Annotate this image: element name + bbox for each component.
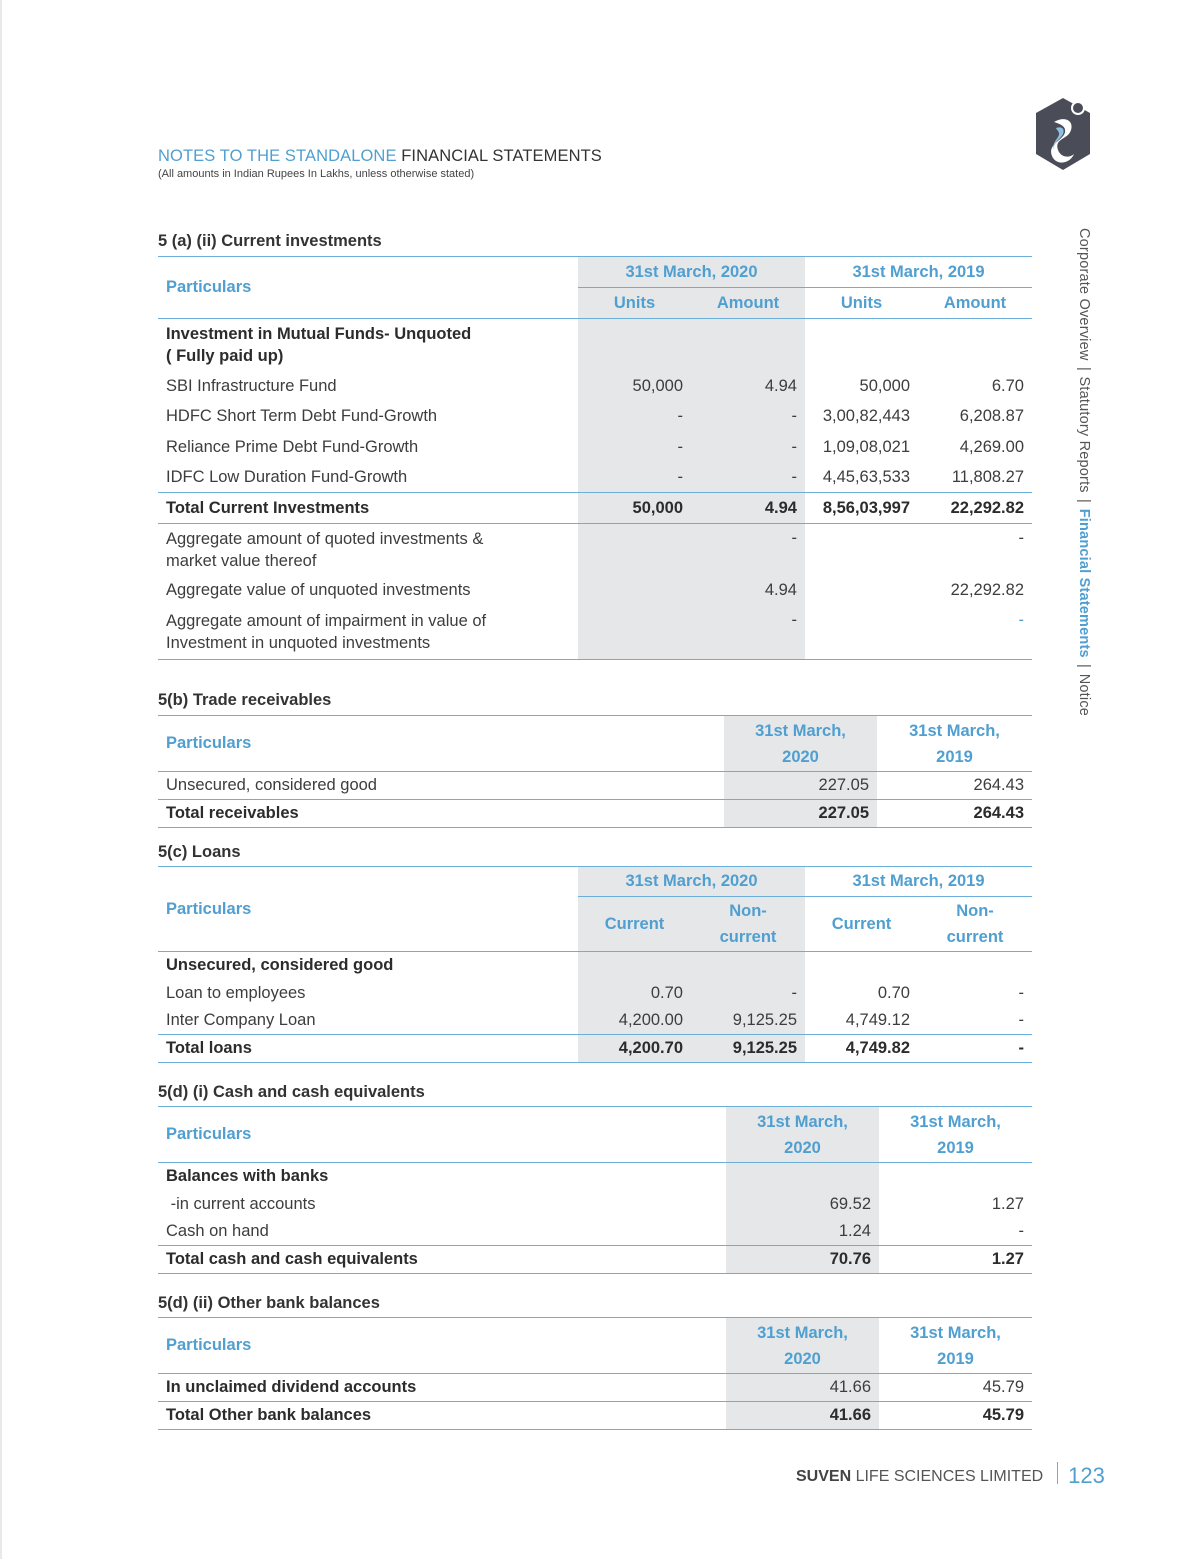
cell-value-2019: 264.43 [973,776,1024,794]
table-row [158,402,1032,432]
col-header-year-2020: 31st March, 2020 [578,867,805,897]
col-header-noncurrent-line2: current [946,928,1004,946]
total-label: Total Current Investments [166,498,370,517]
section-title-cash: 5(d) (i) Cash and cash equivalents [158,1083,425,1101]
cell-amount-2019: - [1018,610,1024,629]
total-value-2019: 264.43 [973,804,1024,822]
col-header-amount: Amount [943,293,1007,312]
table-row [158,1374,1032,1402]
total-value-2019: 45.79 [982,1406,1024,1424]
total-amount-2020: 4.94 [691,493,805,524]
total-value-2020: 70.76 [726,1246,879,1274]
group-label-line2: ( Fully paid up) [166,346,284,365]
col-header-year-2019: 31st March, [910,1323,1001,1342]
cell-amount-2020: - [691,606,805,660]
col-header-year-2020: 31st March, [757,1323,848,1342]
side-navigation [1076,228,1092,716]
cell-noncurrent-2020: - [691,980,805,1008]
cell-amount-2020: 4.94 [691,371,805,402]
row-label: HDFC Short Term Debt Fund-Growth [166,407,438,425]
row-label: Loan to employees [166,984,306,1002]
col-header-year-2020: 31st March, 2020 [578,257,805,288]
cell-value-2019: 45.79 [982,1378,1024,1396]
total-value-2019: 1.27 [991,1250,1024,1268]
trade-receivables-table [158,715,1032,828]
table-row [158,371,1032,402]
group-label: Balances with banks [166,1167,329,1186]
total-row [158,800,1032,828]
page-number: 123 [1068,1463,1105,1488]
cell-amount-2019: 11,808.27 [951,467,1024,486]
col-header-year-2020-line2: 2020 [784,1349,821,1368]
cell-value-2020: 69.52 [726,1191,879,1219]
col-header-year-2019: 31st March, 2019 [805,257,1032,288]
row-label: IDFC Low Duration Fund-Growth [166,467,408,486]
suven-logo-icon [1034,96,1092,172]
section-title-current-investments: 5 (a) (ii) Current investments [158,232,382,250]
other-bank-table [158,1317,1032,1430]
row-label: Reliance Prime Debt Fund-Growth [166,437,419,456]
table-row [158,952,1032,980]
total-amount-2019: 22,292.82 [950,498,1024,517]
cell-amount-2020: 4.94 [691,576,805,606]
total-noncurrent-2020: 9,125.25 [691,1035,805,1063]
cell-noncurrent-2019: - [1018,1011,1024,1030]
section-title-loans: 5(c) Loans [158,843,241,861]
cell-units-2019: 1,09,08,021 [822,437,910,456]
cell-amount-2019: 6,208.87 [959,407,1024,425]
cell-amount-2020: - [691,432,805,463]
table-row [158,1219,1032,1246]
total-row [158,1035,1032,1063]
nav-separator: | [1076,498,1092,503]
total-current-2019: 4,749.82 [845,1039,910,1057]
section-title-trade-receivables: 5(b) Trade receivables [158,691,332,709]
cell-amount-2020: - [691,524,805,576]
group-label: Unsecured, considered good [166,956,394,975]
col-header-units: Units [840,293,883,312]
cell-units-2019: 3,00,82,443 [822,407,910,425]
row-label-line2: market value thereof [166,551,317,570]
table-row [158,432,1032,463]
total-value-2020: 227.05 [724,800,877,828]
total-units-2019: 8,56,03,997 [822,498,910,517]
page-title-blue: NOTES TO THE STANDALONE [158,147,397,165]
cell-current-2019: 0.70 [877,984,910,1002]
cell-noncurrent-2020: 9,125.25 [691,1008,805,1035]
cell-units-2020: 50,000 [578,371,691,402]
col-header-amount: Amount [691,288,805,319]
col-header-current: Current [578,897,691,952]
row-label: Aggregate amount of quoted investments & [166,529,484,548]
table-row [158,980,1032,1008]
col-header-noncurrent-line2: current [719,928,777,946]
table-row [158,1191,1032,1219]
col-header-year-2019: 31st March, [910,1112,1001,1131]
cell-value-2019: - [1018,1222,1024,1241]
nav-financial-statements[interactable]: Financial Statements [1076,508,1092,658]
cell-amount-2019: 6.70 [991,376,1024,395]
cell-value-2020: 41.66 [726,1374,879,1402]
col-header-particulars: Particulars [166,278,252,296]
table-row [158,319,1032,371]
total-row [158,1246,1032,1274]
cell-amount-2019: 4,269.00 [959,437,1024,456]
page-title [158,147,602,166]
col-header-noncurrent: Non- [729,902,767,920]
col-header-particulars: Particulars [166,899,252,918]
page-edge [0,0,2,1559]
total-noncurrent-2019: - [1018,1039,1024,1057]
table-row [158,524,1032,576]
table-row [158,606,1032,660]
table-row [158,772,1032,800]
col-header-particulars: Particulars [166,1125,252,1143]
row-label: In unclaimed dividend accounts [166,1378,417,1396]
total-units-2020: 50,000 [578,493,691,524]
cash-table [158,1106,1032,1274]
cell-current-2020: 4,200.00 [578,1008,691,1035]
table-row [158,463,1032,493]
current-investments-table [158,256,1032,660]
table-row [158,1008,1032,1035]
row-label: SBI Infrastructure Fund [166,376,337,395]
page-header [158,147,602,180]
cell-current-2019: 4,749.12 [845,1011,910,1030]
col-header-year-2019-line2: 2019 [937,1138,974,1157]
col-header-units: Units [578,288,691,319]
cell-amount-2020: - [691,463,805,493]
page-footer [796,1462,1105,1489]
loans-table [158,866,1032,1063]
total-value-2020: 41.66 [726,1402,879,1430]
nav-corporate-overview[interactable]: Corporate Overview [1076,228,1092,361]
cell-units-2019: 4,45,63,533 [822,467,910,486]
page-subtitle: (All amounts in Indian Rupees In Lakhs, unless otherwise stated) [158,168,475,180]
total-label: Total cash and cash equivalents [166,1250,418,1268]
row-label-line2: Investment in unquoted investments [166,634,431,653]
cell-units-2019: 50,000 [859,376,910,395]
col-header-year-2019: 31st March, 2019 [805,867,1032,897]
footer-brand: SUVEN [796,1468,852,1485]
cell-amount-2020: - [691,402,805,432]
col-header-year-2020: 31st March, [755,721,846,740]
footer-company: LIFE SCIENCES LIMITED [855,1468,1044,1485]
nav-separator: | [1076,663,1092,668]
total-label: Total loans [166,1039,252,1057]
row-label: Aggregate amount of impairment in value of [166,612,487,631]
col-header-noncurrent: Non- [956,902,994,920]
total-current-2020: 4,200.70 [578,1035,691,1063]
cell-amount-2019: 22,292.82 [950,581,1024,599]
nav-statutory-reports[interactable]: Statutory Reports [1076,376,1092,493]
table-row [158,576,1032,606]
section-title-other-bank: 5(d) (ii) Other bank balances [158,1294,380,1312]
nav-notice[interactable]: Notice [1076,673,1092,717]
cell-amount-2019: - [1018,529,1024,547]
cell-value-2019: 1.27 [991,1195,1024,1213]
row-label: Cash on hand [166,1222,269,1241]
total-label: Total Other bank balances [166,1406,372,1424]
col-header-year-2020: 31st March, [757,1112,848,1131]
table-row [158,1163,1032,1191]
total-row [158,493,1032,524]
cell-units-2020: - [578,432,691,463]
col-header-year-2020-line2: 2020 [782,747,819,766]
page-title-dark: FINANCIAL STATEMENTS [401,147,602,165]
cell-value-2020: 227.05 [724,772,877,800]
footer-divider [1057,1462,1058,1484]
col-header-year-2020-line2: 2020 [784,1138,821,1157]
col-header-year-2019-line2: 2019 [937,1349,974,1368]
total-row [158,1402,1032,1430]
row-label: -in current accounts [166,1195,316,1213]
col-header-current: Current [831,914,892,933]
row-label: Aggregate value of unquoted investments [166,581,471,599]
col-header-year-2019-line2: 2019 [936,747,973,766]
nav-separator: | [1076,366,1092,371]
cell-value-2020: 1.24 [726,1219,879,1246]
row-label: Unsecured, considered good [166,776,377,794]
col-header-particulars: Particulars [166,734,252,752]
total-label: Total receivables [166,804,299,822]
cell-noncurrent-2019: - [1018,984,1024,1002]
cell-units-2020: - [578,402,691,432]
group-label: Investment in Mutual Funds- Unquoted [166,324,472,343]
row-label: Inter Company Loan [166,1011,316,1030]
col-header-particulars: Particulars [166,1336,252,1354]
cell-units-2020: - [578,463,691,493]
cell-current-2020: 0.70 [578,980,691,1008]
col-header-year-2019: 31st March, [909,721,1000,740]
